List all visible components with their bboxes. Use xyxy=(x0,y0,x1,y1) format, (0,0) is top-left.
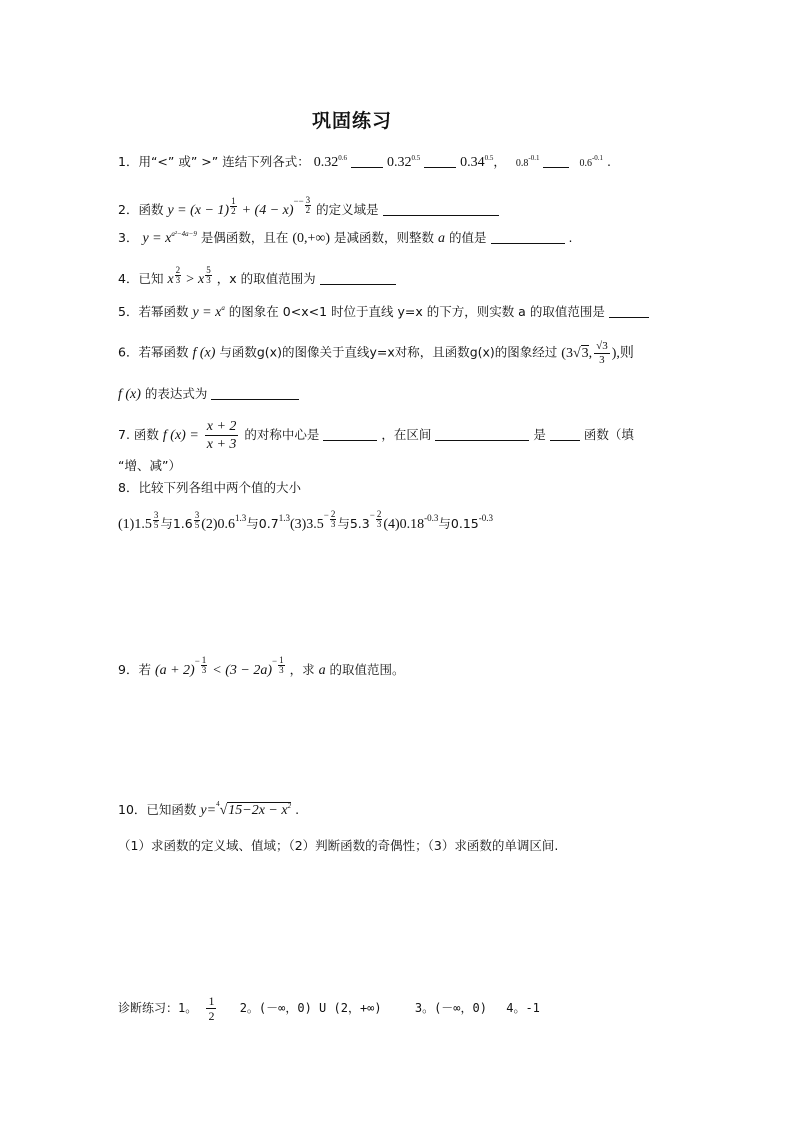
question-6: 6．若幂函数 f (x) 与函数g(x)的图像关于直线y=x对称，且函数g(x)的图象经过 (3√3, $\frac{√3}{3}$ ),则 xyxy=(118,340,634,366)
question-8-items: (1)1.5 $\frac{3}{5}$ 与1.6 $\frac{3}{5}$ $(2)0.6^{1.3}$与$0.7^{1.3}(3)3.5-$ 2 3 与5.3− 2 3 $(4)0.18^{-0.3}$与$0.15^{-0.3}$ xyxy=(118,509,493,532)
question-7: 7. 函数 f (x) = $\frac{x + 2}{x + 3}$ 的对称中心是 ，在区间 是 函数（填 xyxy=(118,419,634,452)
q1-expr-4: $0.8^{-0.1}$ xyxy=(515,154,540,169)
q2-answer-blank[interactable] xyxy=(383,203,499,216)
q2-exp-a: $\frac{1}{2}$ xyxy=(231,196,236,216)
q5-answer-blank[interactable] xyxy=(609,305,649,318)
q2-expr-b: + (4 − x) xyxy=(241,203,294,218)
question-9: 9．若 (a + 2)− 1 3 < (3 − 2a)− 1 3 ，求 a 的取值范围。 xyxy=(118,655,405,678)
question-4: 4．已知 x $\frac{2}{3}$ > x $\frac{5}{3}$ ，x 的取值范围为 xyxy=(118,266,396,288)
question-8: 8．比较下列各组中两个值的大小 xyxy=(118,480,301,495)
q3-answer-blank[interactable] xyxy=(491,231,565,244)
q4-answer-blank[interactable] xyxy=(320,272,396,285)
answer-1-fraction: $\frac{1}{2}$ xyxy=(208,994,215,1023)
question-6-line-2: f (x) 的表达式为 xyxy=(118,384,299,403)
q6-point: (3√3, $\frac{√3}{3}$ ),则 xyxy=(561,340,634,366)
q7-fraction: $\frac{x + 2}{x + 3}$ xyxy=(206,419,237,452)
page-title: 巩固练习 xyxy=(312,110,393,132)
q7-center-blank[interactable] xyxy=(323,428,377,441)
q1-blank-1[interactable] xyxy=(351,155,383,168)
question-1: 1．用“<” 或” >” 连结下列各式： $0.32^{0.6}$ $0.32^{0.5}$ $0.34^{0.5}$， $0.8^{-0.1}$ $0.6^{-0.1}$ . xyxy=(118,154,612,170)
question-3: 3． $y = x^{a^2-4a-9}$ 是偶函数，且在 (0,+∞) 是减函数，则整数 a 的值是 . xyxy=(118,230,573,246)
question-10-subquestions: （1）求函数的定义域、值域；（2）判断函数的奇偶性；（3）求函数的单调区间. xyxy=(118,838,559,853)
question-1-text: 1．用“<” 或” >” 连结下列各式： xyxy=(118,154,310,169)
q7-type-blank[interactable] xyxy=(550,428,580,441)
question-5: 5．若幂函数 $y = x^a$ 的图象在 0<x<1 时位于直线 y=x 的下方，则实数 a 的取值范围是 xyxy=(118,302,649,321)
q1-expr-1: $0.32^{0.6}$ xyxy=(313,154,347,170)
q6-answer-blank[interactable] xyxy=(211,387,299,400)
answers: 诊断练习：1。 $\frac{1}{2}$ 2。(－∞，0) U (2，+∞) 3。(－∞，0) 4。-1 xyxy=(118,994,540,1023)
q2-expr-a: y = (x − 1) xyxy=(167,203,230,218)
q1-blank-2[interactable] xyxy=(424,155,456,168)
q1-blank-3[interactable] xyxy=(543,155,569,168)
q1-expr-5: $0.6^{-0.1}$ xyxy=(579,154,604,169)
question-10: 10．已知函数 $y=^4√15-2x - x^2$ . xyxy=(118,800,300,818)
q7-interval-blank[interactable] xyxy=(435,428,529,441)
question-2: 2．函数 y = (x − 1) $\frac{1}{2}$ + (4 − x)−− 3 2 的定义域是 xyxy=(118,196,499,219)
q1-expr-2: $0.32^{0.5}$ xyxy=(386,154,421,170)
q1-expr-3: $0.34^{0.5}$ xyxy=(460,154,494,170)
question-7-line-2: “增、减”） xyxy=(118,458,181,473)
q2-exp-b: −− 3 2 xyxy=(293,195,311,215)
